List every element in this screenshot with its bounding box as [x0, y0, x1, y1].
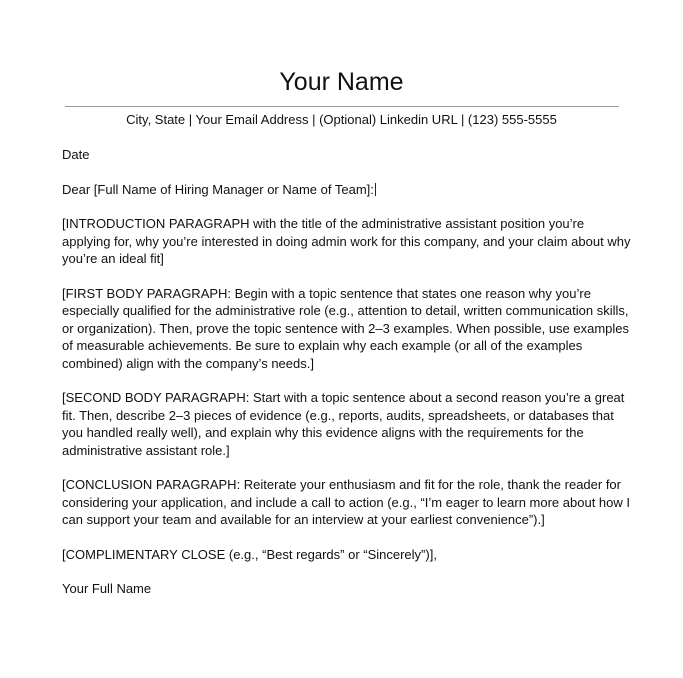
- applicant-name-heading: Your Name: [279, 68, 404, 96]
- introduction-paragraph: [INTRODUCTION PARAGRAPH with the title of the administrative assistant position you’re applying for, why you’re interested in doing admin work for this company, and your claim about why you’re an ideal fit]: [62, 216, 631, 266]
- salutation-text: Dear [Full Name of Hiring Manager or Name of Team]:: [62, 181, 374, 197]
- header-divider: [65, 106, 619, 107]
- first-body-paragraph: [FIRST BODY PARAGRAPH: Begin with a topic sentence that states one reason why you’re especially qualified for the administrative role (e.g., attention to detail, written communication skills, or organization). Then, prove the topic sentence with 2–3 examples. When possible, use examples of measurable achievements. Be sure to explain why each example (or all of the examples combined) align with the company’s needs.]: [62, 285, 630, 371]
- contact-line: City, State | Your Email Address | (Optional) Linkedin URL | (123) 555-5555: [126, 112, 557, 127]
- signature-name: Your Full Name: [62, 581, 152, 596]
- text-cursor: [375, 183, 376, 196]
- letter-body: [62, 146, 632, 598]
- conclusion-paragraph: [CONCLUSION PARAGRAPH: Reiterate your enthusiasm and fit for the role, thank the reader for considering your application, and include a call to action (e.g., “I’m eager to learn more about how I can support your team and available for an interview at your earliest convenience”).]: [62, 477, 630, 527]
- salutation-line[interactable]: [62, 181, 632, 199]
- date-line: Date: [62, 147, 90, 162]
- complimentary-close: [COMPLIMENTARY CLOSE (e.g., “Best regards” or “Sincerely”)],: [62, 546, 437, 562]
- second-body-paragraph: [SECOND BODY PARAGRAPH: Start with a topic sentence about a second reason you’re a great fit. Then, describe 2–3 pieces of evidence (e.g., reports, audits, spreadsheets, or databases that you handled really well), and explain why this evidence aligns with the requirements for the administrative assistant role.]: [62, 390, 625, 458]
